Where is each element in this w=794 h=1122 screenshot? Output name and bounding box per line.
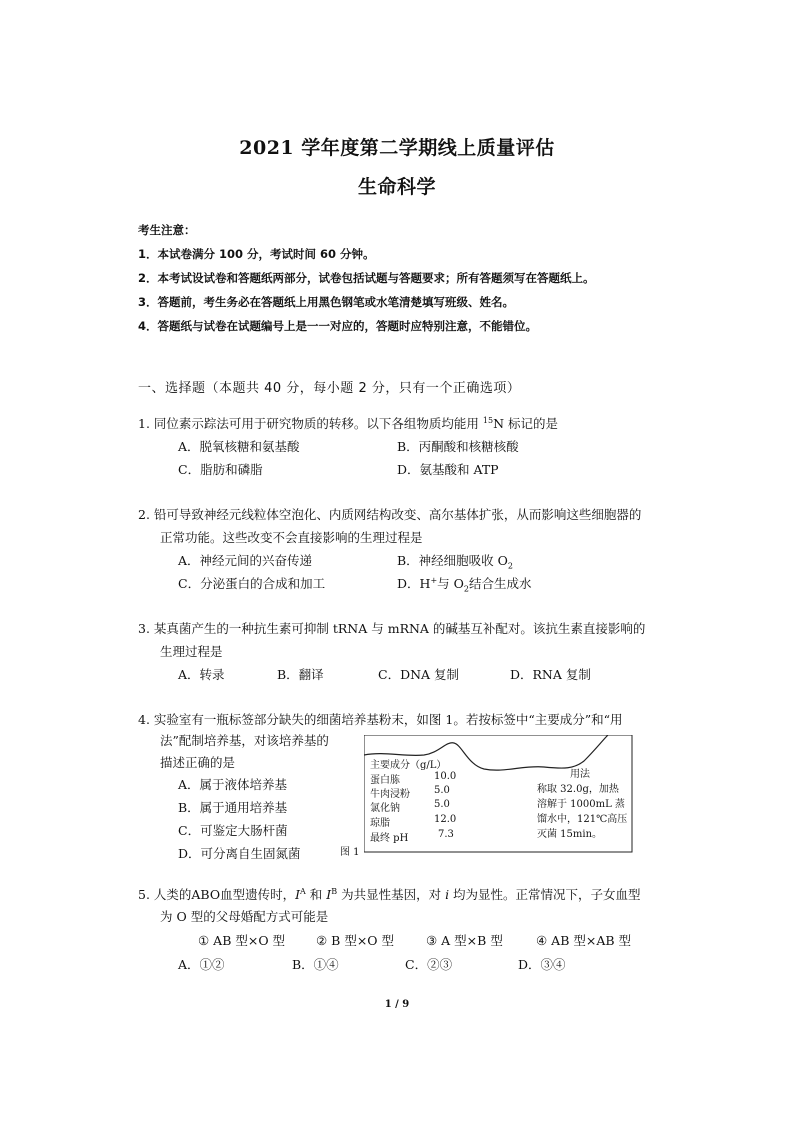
figure-component-value: 5.0 [434, 785, 450, 796]
question-4-stem: 4. 实验室有一瓶标签部分缺失的细菌培养基粉末，如图 1。若按标签中“主要成分”和“用 [138, 712, 623, 727]
question-4-option-c: C．可鉴定大肠杆菌 [178, 823, 288, 838]
section-heading: 一、选择题（本题共 40 分，每小题 2 分，只有一个正确选项） [138, 381, 521, 396]
figure-component-value: 12.0 [434, 814, 457, 825]
question-5-choice-1: ① AB 型×O 型 [198, 933, 286, 948]
question-5-option-c: C．②③ [405, 957, 453, 972]
question-2-option-b: B．神经细胞吸收 $O_2$ [397, 553, 514, 571]
question-5-choice-3: ③ A 型×B 型 [426, 933, 503, 948]
figure-component-name: 牛肉浸粉 [370, 789, 410, 800]
notice-item: 4．答题纸与试卷在试题编号上是一一对应的，答题时应特别注意，不能错位。 [138, 319, 537, 333]
question-1-option-a: A．脱氧核糖和氨基酸 [178, 439, 300, 454]
question-5-choice-4: ④ AB 型×AB 型 [536, 933, 632, 948]
notice-item: 2．本考试设试卷和答题纸两部分，试卷包括试题与答题要求；所有答题须写在答题纸上。 [138, 271, 595, 285]
question-5-option-d: D．③④ [518, 957, 566, 972]
exam-title: 2021 学年度第二学期线上质量评估 [239, 137, 555, 159]
figure-component-name: 氯化钠 [370, 803, 400, 814]
question-5-choice-2: ② B 型×O 型 [316, 933, 395, 948]
question-3-option-c: C．DNA 复制 [378, 667, 460, 682]
question-5-stem: 5. 人类的ABO血型遗传时，$I^A$ 和 $I^B$ 为共显性基因，对 i 均为显性。正常情况下，子女血型 [138, 886, 641, 902]
question-5-option-a: A．①② [178, 957, 225, 972]
question-3-stem-cont: 生理过程是 [160, 644, 223, 659]
question-4-option-a: A．属于液体培养基 [178, 777, 288, 792]
question-4-stem-cont: 法”配制培养基，对该培养基的 [160, 733, 329, 748]
subject-title: 生命科学 [357, 176, 436, 198]
figure-usage-line: 灭菌 15min。 [537, 829, 603, 840]
question-2-option-a: A．神经元间的兴奋传递 [178, 553, 313, 568]
question-1-option-b: B．丙酮酸和核糖核酸 [397, 439, 519, 454]
question-1-option-c: C．脂肪和磷脂 [178, 462, 263, 477]
question-3-option-a: A．转录 [178, 667, 225, 682]
question-2-stem: 2. 铅可导致神经元线粒体空泡化、内质网结构改变、高尔基体扩张，从而影响这些细胞器的 [138, 507, 642, 522]
notice-item: 1．本试卷满分 100 分，考试时间 60 分钟。 [138, 247, 375, 261]
question-3-stem: 3. 某真菌产生的一种抗生素可抑制 tRNA 与 mRNA 的碱基互补配对。该抗生素直接影响的 [138, 621, 646, 636]
figure-caption: 图 1 [340, 847, 360, 858]
notice-heading: 考生注意： [138, 223, 196, 237]
question-3-option-d: D．RNA 复制 [510, 667, 591, 682]
question-5-option-b: B．①④ [292, 957, 339, 972]
question-2-stem-cont: 正常功能。这些改变不会直接影响的生理过程是 [160, 530, 423, 545]
question-4-stem-cont: 描述正确的是 [160, 755, 236, 770]
question-5-stem-cont: 为 O 型的父母婚配方式可能是 [160, 909, 329, 924]
notice-item: 3．答题前，考生务必在答题纸上用黑色钢笔或水笔清楚填写班级、姓名。 [138, 295, 514, 309]
figure-component-name: 琼脂 [370, 818, 390, 829]
figure-usage-line: 溶解于 1000mL 蒸 [537, 799, 625, 810]
page-number: 1 / 9 [384, 999, 410, 1010]
question-4-option-d: D．可分离自生固氮菌 [178, 846, 301, 861]
question-1-option-d: D．氨基酸和 ATP [397, 462, 499, 477]
figure-component-name: 蛋白胨 [370, 775, 400, 786]
question-2-option-d: D．H+与 $O_2$结合生成水 [397, 575, 532, 594]
figure-component-value: 7.3 [438, 829, 454, 840]
figure-component-name: 最终 pH [370, 833, 409, 844]
figure-usage-line: 馏水中，121℃高压 [537, 814, 628, 825]
figure-components-header: 主要成分（g/L） [370, 760, 447, 771]
question-3-option-b: B．翻译 [277, 667, 324, 682]
figure-usage-line: 称取 32.0g，加热 [537, 784, 619, 795]
question-2-option-c: C．分泌蛋白的合成和加工 [178, 576, 326, 591]
figure-usage-header: 用法 [570, 769, 590, 780]
figure-1-label [364, 735, 633, 853]
question-1-stem: 1. 同位素示踪法可用于研究物质的转移。以下各组物质均能用 $^{15}$N 标记的是 [138, 415, 558, 431]
figure-component-value: 10.0 [434, 771, 457, 782]
question-4-option-b: B．属于通用培养基 [178, 800, 288, 815]
figure-component-value: 5.0 [434, 799, 450, 810]
